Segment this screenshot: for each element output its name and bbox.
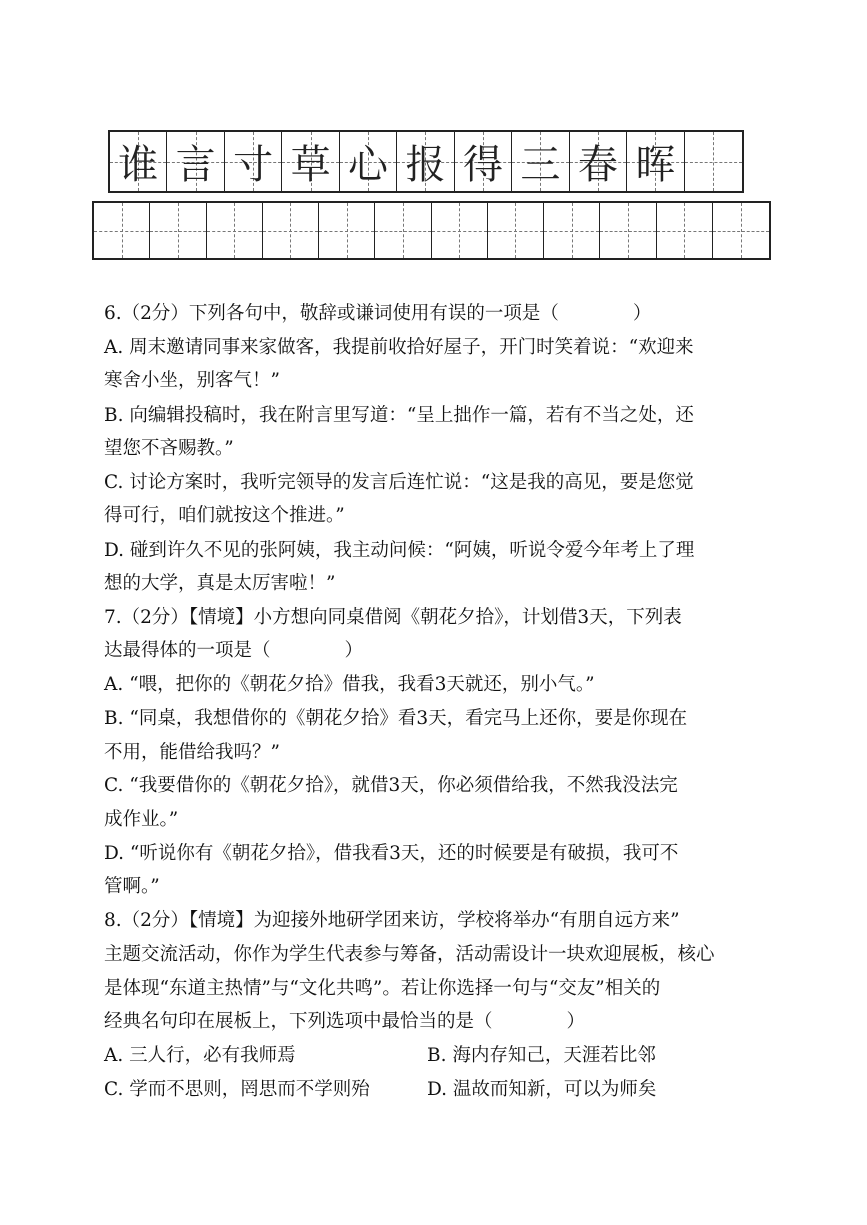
writing-cell[interactable] — [150, 203, 206, 258]
writing-cell[interactable] — [94, 203, 150, 258]
writing-cell[interactable] — [375, 203, 431, 258]
grid-cell — [167, 132, 224, 191]
q8-option-c: C. 学而不思则，罔思而不学则殆 — [104, 1079, 370, 1100]
grid-cell — [340, 132, 397, 191]
grid-cell — [512, 132, 569, 191]
grid-char: 言 — [175, 142, 216, 188]
q8-option-b: B. 海内存知己，天涯若比邻 — [427, 1045, 656, 1066]
q6-option-a-cont: 寒舍小坐，别客气！” — [104, 370, 280, 391]
grid-cell — [225, 132, 282, 191]
q7-stem-cont: 达最得体的一项是（ ） — [104, 640, 364, 661]
writing-cell[interactable] — [713, 203, 769, 258]
q7-option-b-cont: 不用，能借给我吗？” — [104, 742, 280, 763]
grid-cell — [685, 132, 742, 191]
grid-char: 报 — [405, 142, 446, 188]
grid-cell — [455, 132, 512, 191]
writing-cell[interactable] — [263, 203, 319, 258]
q7-option-c-cont: 成作业。” — [104, 809, 179, 830]
writing-cell[interactable] — [544, 203, 600, 258]
q6-option-a: A. 周末邀请同事来家做客，我提前收拾好屋子，开门时笑着说：“欢迎来 — [104, 337, 694, 358]
q6-option-d: D. 碰到许久不见的张阿姨，我主动问候：“阿姨，听说令爱今年考上了理 — [104, 540, 695, 561]
grid-char: 得 — [462, 142, 503, 188]
grid-char: 谁 — [118, 142, 159, 188]
q6-option-c: C. 讨论方案时，我听完领导的发言后连忙说：“这是我的高见，要是您觉 — [104, 472, 694, 493]
writing-cell[interactable] — [657, 203, 713, 258]
q7-option-c: C. “我要借你的《朝花夕拾》，就借3天，你必须借给我，不然我没法完 — [104, 775, 678, 796]
grid-char: 晖 — [635, 142, 676, 188]
grid-char: 三 — [520, 142, 561, 188]
writing-cell[interactable] — [319, 203, 375, 258]
writing-cell[interactable] — [488, 203, 544, 258]
practice-writing-grid[interactable] — [92, 201, 771, 260]
q6-option-d-cont: 想的大学，真是太厉害啦！” — [104, 573, 336, 594]
writing-cell[interactable] — [207, 203, 263, 258]
q7-option-a: A. “喂，把你的《朝花夕拾》借我，我看3天就还，别小气。” — [104, 674, 595, 695]
q7-stem: 7.（2分）【情境】小方想向同桌借阅《朝花夕拾》，计划借3天，下列表 — [104, 607, 682, 628]
writing-cell[interactable] — [600, 203, 656, 258]
q8-stem-cont-2: 是体现“东道主热情”与“文化共鸣”。若让你选择一句与“交友”相关的 — [104, 978, 661, 999]
grid-cell — [627, 132, 684, 191]
q7-option-d-cont: 管啊。” — [104, 876, 160, 897]
handwriting-char-grid — [108, 130, 744, 193]
q6-option-b: B. 向编辑投稿时，我在附言里写道：“呈上拙作一篇，若有不当之处，还 — [104, 405, 694, 426]
q8-stem-cont-1: 主题交流活动，你作为学生代表参与筹备，活动需设计一块欢迎展板，核心 — [104, 944, 715, 965]
writing-cell[interactable] — [432, 203, 488, 258]
q6-option-b-cont: 望您不吝赐教。” — [104, 438, 234, 459]
grid-cell — [570, 132, 627, 191]
grid-char: 春 — [577, 142, 618, 188]
q8-option-d: D. 温故而知新，可以为师矣 — [427, 1079, 657, 1100]
q6-option-c-cont: 得可行，咱们就按这个推进。” — [104, 505, 345, 526]
q8-stem: 8.（2分）【情境】为迎接外地研学团来访，学校将举办“有朋自远方来” — [104, 910, 680, 931]
q6-stem: 6.（2分）下列各句中，敬辞或谦词使用有误的一项是（ ） — [104, 303, 652, 324]
q7-option-b: B. “同桌，我想借你的《朝花夕拾》看3天，看完马上还你，要是你现在 — [104, 708, 688, 729]
grid-char: 心 — [348, 142, 389, 188]
grid-char: 草 — [290, 142, 331, 188]
q8-option-a: A. 三人行，必有我师焉 — [104, 1045, 296, 1066]
grid-cell — [397, 132, 454, 191]
grid-cell — [110, 132, 167, 191]
grid-char: 寸 — [233, 142, 274, 188]
q7-option-d: D. “听说你有《朝花夕拾》，借我看3天，还的时候要是有破损，我可不 — [104, 843, 679, 864]
grid-cell — [282, 132, 339, 191]
q8-stem-cont-3: 经典名句印在展板上，下列选项中最恰当的是（ ） — [104, 1011, 586, 1032]
